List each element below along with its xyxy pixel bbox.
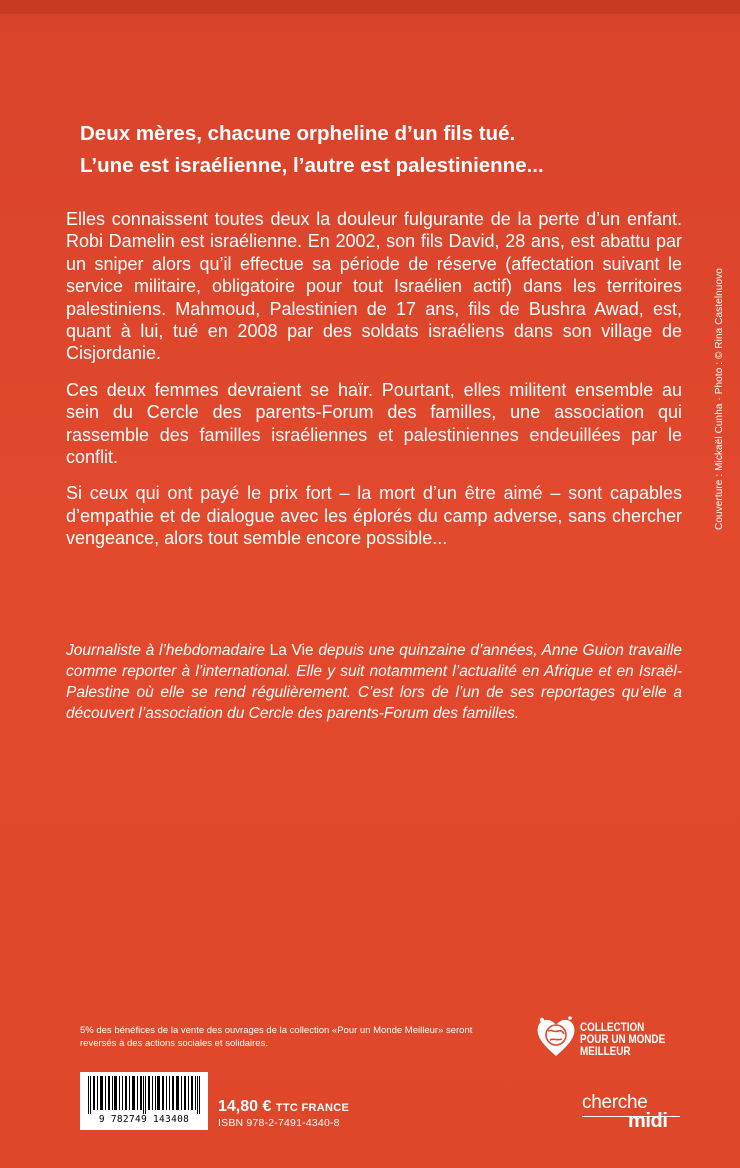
- isbn: ISBN 978-2-7491-4340-8: [218, 1117, 340, 1129]
- charity-footnote: 5% des bénéfices de la vente des ouvrages de la collection «Pour un Monde Meilleur» seront reversés à des actions sociales et solidaires.: [80, 1025, 473, 1049]
- price-amount: 14,80 €: [218, 1098, 272, 1115]
- headline: [80, 118, 680, 182]
- barcode: [80, 1072, 208, 1130]
- blurb: [66, 208, 682, 564]
- blurb-paragraph-1: Elles connaissent toutes deux la douleur fulgurante de la perte d’un enfant. Robi Damelin est israélienne. En 2002, son fils David, 28 ans, est abattu par un sniper alors qu’il effectue sa période de réserve (affectation suivant le service militaire, obligatoire pour tout Israélien actif) dans les territoires palestiniens. Mahmoud, Palestinien de 17 ans, fils de Bushra Awad, est, quant à lui, tué en 2008 par des soldats israéliens dans son village de Cisjordanie.: [66, 209, 682, 364]
- author-bio: [66, 640, 682, 724]
- collection-line-2: POUR UN MONDE: [580, 1034, 666, 1046]
- bio-part-2: depuis une quinzaine d’années, Anne Guion travaille comme reporter à l’international. Elle y suit notamment l’actualité en Afrique et en Israël-Palestine où elle se rend régulièrement. C’est lors de l’un de ses reportages qu’elle a découvert l’association du Cercle des parents-Forum des familles.: [66, 642, 683, 722]
- cover-top-edge: [0, 0, 740, 14]
- publisher-word-1: cherche: [582, 1092, 648, 1113]
- heart-globe-icon: [534, 1014, 578, 1060]
- bio-magazine: La Vie: [269, 642, 314, 659]
- publisher-logo: [582, 1092, 692, 1132]
- blurb-paragraph-3: Si ceux qui ont payé le prix fort – la mort d’un être aimé – sont capables d’empathie et de dialogue avec les éplorés du camp adverse, sans chercher vengeance, alors tout semble encore possible...: [66, 483, 682, 549]
- cover-credit: Couverture : Mickaël Cunha · Photo : © Rina Castelnuovo: [714, 268, 725, 530]
- collection-label: [580, 1022, 665, 1058]
- headline-line-2: L’une est israélienne, l’autre est palestinienne...: [80, 154, 544, 177]
- barcode-bars: [86, 1076, 202, 1114]
- publisher-word-2: midi: [628, 1110, 668, 1132]
- collection-line-1: COLLECTION: [580, 1022, 645, 1034]
- barcode-digits: 9 782749 143408: [98, 1114, 190, 1125]
- bio-part-1: Journaliste à l’hebdomadaire: [66, 642, 270, 659]
- headline-line-1: Deux mères, chacune orpheline d’un fils tué.: [80, 122, 516, 145]
- price: [218, 1098, 349, 1116]
- blurb-paragraph-2: Ces deux femmes devraient se haïr. Pourtant, elles militent ensemble au sein du Cercle des parents-Forum des familles, une association qui rassemble des familles israéliennes et palestiniennes endeuillées par le conflit.: [66, 379, 682, 468]
- price-suffix: TTC FRANCE: [275, 1102, 350, 1114]
- collection-line-3: MEILLEUR: [580, 1046, 631, 1058]
